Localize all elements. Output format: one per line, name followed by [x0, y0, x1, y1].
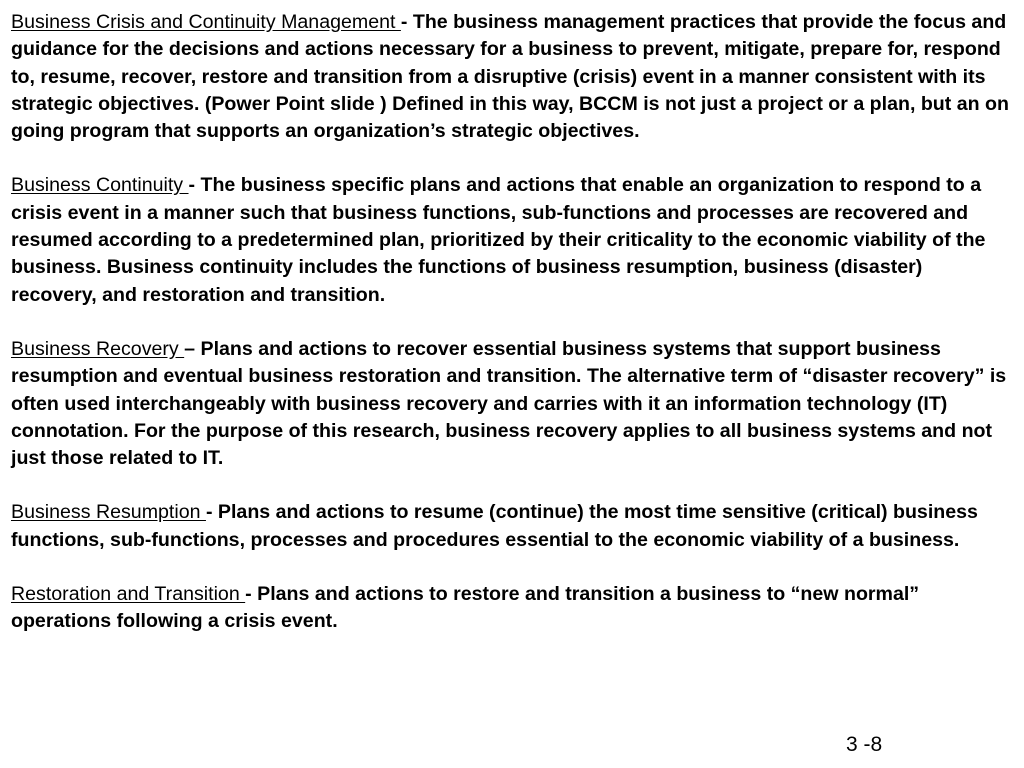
- slide-content: [11, 9, 1011, 663]
- definition-text: - Plans and actions to resume (continue) the most time sensitive (critical) business functions, sub-functions, processes and procedures essential to the economic viability of a business.: [11, 501, 978, 551]
- definition-text: – Plans and actions to recover essential business systems that support business resumption and eventual business restoration and transition. The alternative term of “disaster recovery” is often used interchangeably with business recovery and carries with it an information technology (IT) connotation. For the purpose of this research, business recovery applies to all business systems and not just those related to IT.: [11, 337, 1007, 470]
- definition-bccm: [11, 9, 1011, 145]
- term-heading: Business Crisis and Continuity Management: [11, 11, 401, 33]
- page-number: 3 -8: [846, 733, 883, 756]
- term-heading: Restoration and Transition: [11, 583, 246, 606]
- definition-text: - The business specific plans and actions that enable an organization to respond to a crisis event in a manner such that business functions, sub-functions and processes are recovered and resumed according to a predetermined plan, prioritized by their criticality to the economic viability of the business. Business continuity includes the functions of business resumption, business (disaster) recovery, and restoration and transition.: [11, 174, 986, 306]
- definition-business-resumption: [11, 499, 1011, 554]
- definition-text: - The business management practices that provide the focus and guidance for the decisions and actions necessary for a business to prevent, mitigate, prepare for, respond to, resume, recover, restore and transition from a disruptive (crisis) event in a manner consistent with its strategic objectives. (Power Point slide ) Defined in this way, BCCM is not just a project or a plan, but an on going program that supports an organization’s strategic objectives.: [11, 11, 1009, 143]
- term-heading: Business Recovery: [11, 337, 185, 360]
- term-heading: Business Resumption: [11, 501, 206, 524]
- definition-text: - Plans and actions to restore and transition a business to “new normal” operations following a crisis event.: [11, 583, 920, 633]
- definition-business-continuity: [11, 172, 1011, 308]
- term-heading: Business Continuity: [11, 174, 189, 197]
- definition-business-recovery: [11, 336, 1011, 472]
- definition-restoration-transition: [11, 581, 1011, 636]
